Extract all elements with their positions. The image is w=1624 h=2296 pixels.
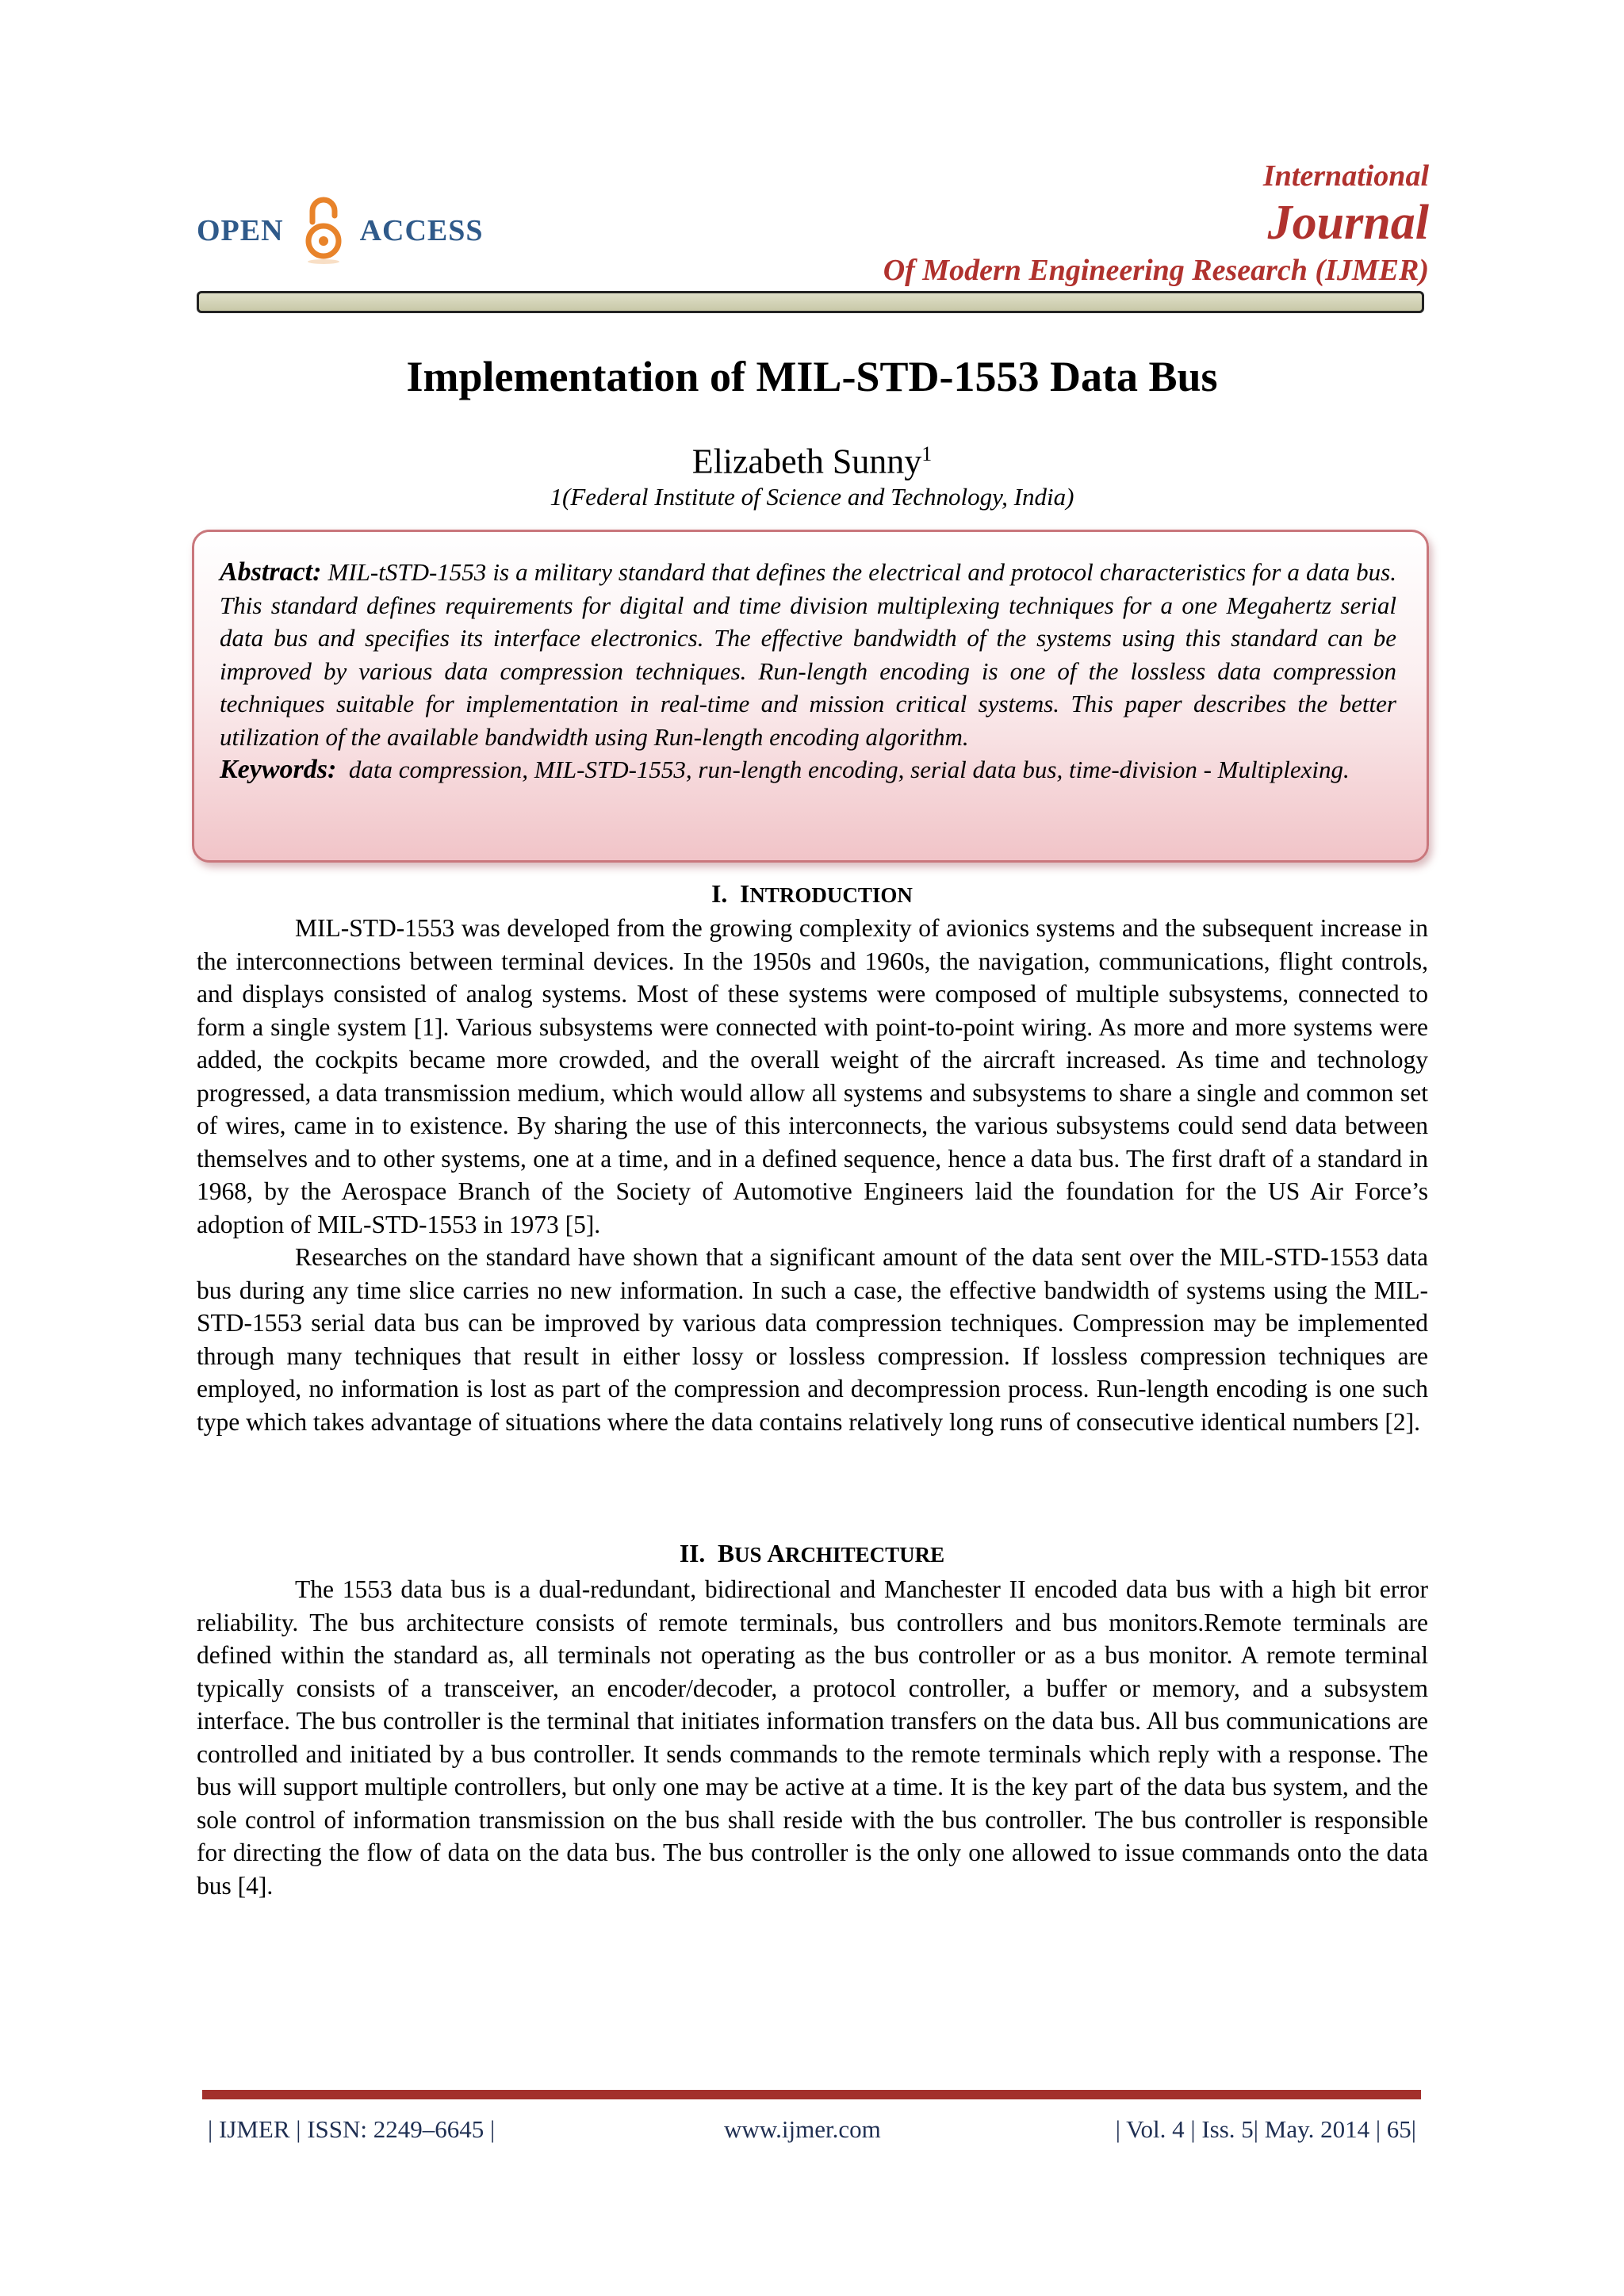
section-initial: B — [718, 1540, 735, 1567]
footer-website-link[interactable]: www.ijmer.com — [724, 2115, 881, 2143]
section-heading-bus-architecture — [0, 1538, 1624, 1571]
keywords-text: data compression, MIL-STD-1553, run-length encoding, serial data bus, time-division - Multiplexing. — [348, 756, 1350, 783]
section-heading-introduction — [0, 878, 1624, 911]
paragraph: Researches on the standard have shown that a significant amount of the data sent over the MIL-STD-1553 data bus during any time slice carries no new information. In such a case, the effective bandwidth of systems using the MIL-STD-1553 serial data bus can be improved by various data compression techniques. Compression may be implemented through many techniques that result in either lossy or lossless compression. If lossless compression techniques are employed, no information is lost as part of the compression and decompression process. Run-length encoding is one such type which takes advantage of situations where the data contains relatively long runs of consecutive identical numbers [2]. — [197, 1243, 1428, 1436]
open-access-lock-icon — [301, 195, 346, 266]
paragraph: MIL-STD-1553 was developed from the growing complexity of avionics systems and the subsequent increase in the interconnections between terminal devices. In the 1950s and 1960s, the navigation, communications, flight controls, and displays consisted of analog systems. Most of these systems were composed of multiple subsystems, connected to form a single system [1]. Various subsystems were connected with point-to-point wiring. As more and more systems were added, the cockpits became more crowded, and the overall weight of the aircraft increased. As time and technology progressed, a data transmission medium, which would allow all systems and subsystems to share a single and common set of wires, came in to existence. By sharing the use of this interconnects, the various subsystems could send data between themselves and to other systems, one at a time, and in a defined sequence, hence a data bus. The first draft of a standard in 1968, by the Aerospace Branch of the Society of Automotive Engineers laid the foundation for the US Air Force’s adoption of MIL-STD-1553 in 1973 [5]. — [197, 914, 1428, 1238]
section-title-rest: NTRODUCTION — [749, 883, 913, 907]
section-initial: I — [740, 880, 750, 908]
journal-line-international: International — [1262, 159, 1429, 193]
section-title-rest: US — [734, 1543, 768, 1567]
abstract-paragraph — [220, 556, 1396, 753]
open-access-label — [197, 195, 484, 266]
journal-masthead — [883, 157, 1429, 290]
abstract-label: Abstract: — [220, 557, 322, 587]
header-divider-bar — [197, 291, 1424, 313]
section-number: II. — [679, 1540, 706, 1567]
journal-line-journal: Journal — [1267, 196, 1429, 250]
section-initial-2: A — [767, 1540, 786, 1567]
section-number: I. — [711, 880, 728, 908]
open-text: OPEN — [197, 214, 284, 247]
abstract-box — [192, 530, 1429, 863]
author-line — [0, 432, 1624, 484]
footer-volume-page: | Vol. 4 | Iss. 5| May. 2014 | 65| — [1115, 2115, 1416, 2143]
footer-issn: | IJMER | ISSN: 2249–6645 | — [208, 2115, 496, 2143]
section-body-bus-architecture — [197, 1573, 1428, 1902]
access-text: ACCESS — [359, 214, 484, 247]
section-title-rest-2: RCHITECTURE — [785, 1543, 945, 1567]
journal-line-name: Of Modern Engineering Research (IJMER) — [883, 254, 1429, 287]
abstract-text: MIL-tSTD-1553 is a military standard that defines the electrical and protocol characteristics for a data bus. This standard defines requirements for digital and time division multiplexing techniques for a one Megahertz serial data bus and specifies its interface electronics. The effective bandwidth of the systems using this standard can be improved by various data compression techniques. Run-length encoding is one of the lossless data compression techniques suitable for implementation in real-time and mission critical systems. This paper describes the better utilization of the available bandwidth using Run-length encoding algorithm. — [220, 558, 1396, 751]
author-affiliation: 1(Federal Institute of Science and Technology, India) — [550, 483, 1074, 511]
footer-divider-bar — [202, 2090, 1421, 2099]
section-body-introduction — [197, 912, 1428, 1438]
paragraph: The 1553 data bus is a dual-redundant, bidirectional and Manchester II encoded data bus with a high bit error reliability. The bus architecture consists of remote terminals, bus controllers and bus monitors.Remote terminals are defined within the standard as, all terminals not operating as the bus controller or as a bus monitor. A remote terminal typically consists of a transceiver, an encoder/decoder, a protocol controller, a buffer or memory, and a subsystem interface. The bus controller is the terminal that initiates information transfers on the data bus. All bus communications are controlled and initiated by a bus controller. It sends commands to the remote terminals which reply with a response. The bus will support multiple controllers, but only one may be active at a time. It is the key part of the data bus system, and the sole control of information transmission on the bus shall reside with the bus controller. The bus controller is responsible for directing the flow of data on the data bus. The bus controller is the only one allowed to issue commands onto the data bus [4]. — [197, 1575, 1428, 1900]
author-name: Elizabeth Sunny — [691, 442, 922, 481]
keywords-paragraph — [220, 753, 1396, 786]
author-superscript: 1 — [921, 442, 933, 465]
keywords-label: Keywords: — [220, 755, 337, 784]
paper-title: Implementation of MIL-STD-1553 Data Bus — [406, 353, 1218, 400]
